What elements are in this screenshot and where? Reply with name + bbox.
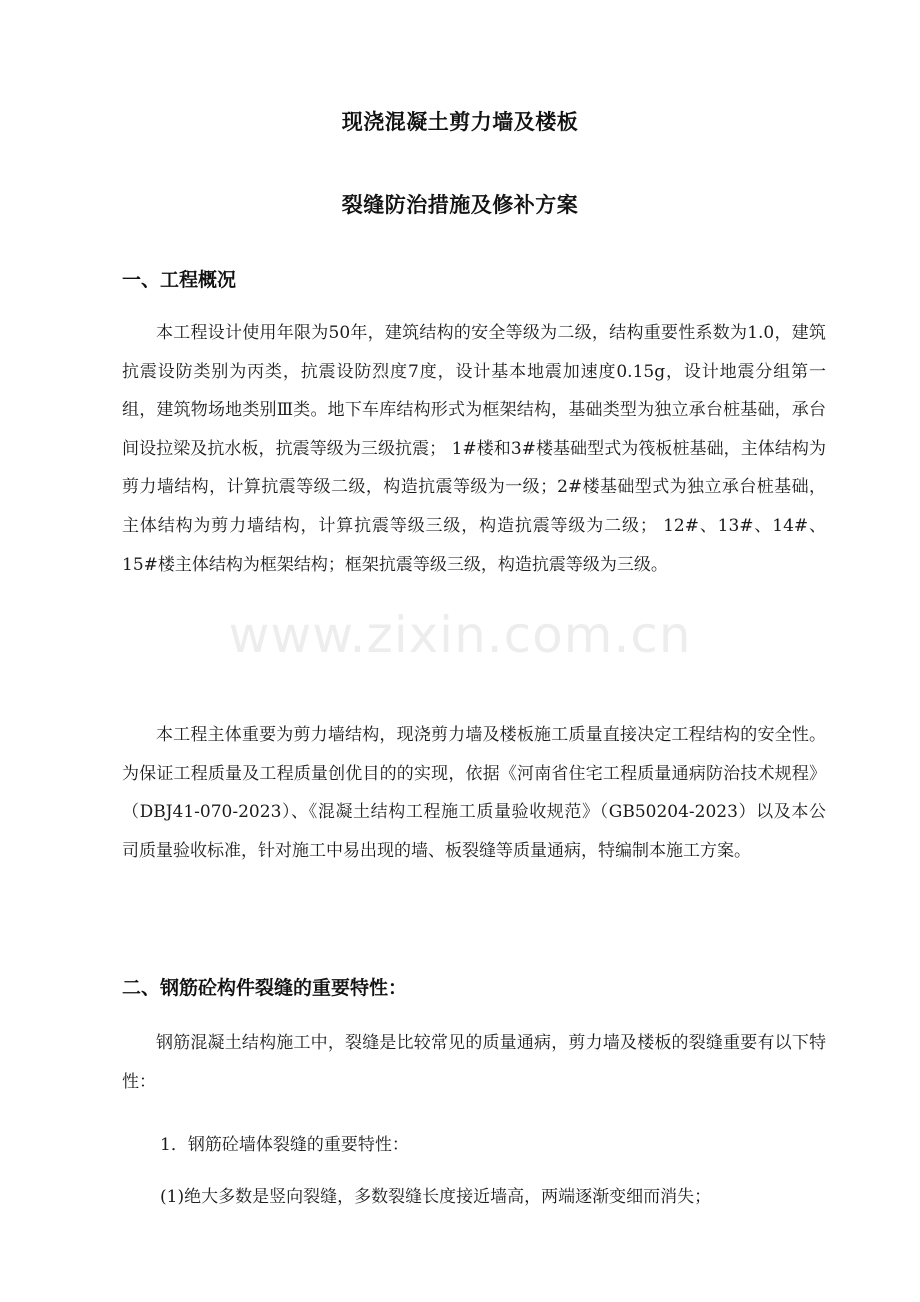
section-1-heading: 一、工程概况 [122, 269, 237, 291]
watermark: www.zixin.com.cn [228, 606, 692, 664]
document-title-line2: 裂缝防治措施及修补方案 [341, 193, 579, 217]
section-2-paragraph-1: 钢筋混凝土结构施工中，裂缝是比较常见的质量通病，剪力墙及楼板的裂缝重要有以下特性： [122, 1033, 826, 1092]
section-1-paragraph-2: 本工程主体重要为剪力墙结构，现浇剪力墙及楼板施工质量直接决定工程结构的安全性。为保证工程质量及工程质量创优目的的实现，依据《河南省住宅工程质量通病防治技术规程》（DBJ41-070-2023）、《混凝土结构工程施工质量验收规范》（GB50204-2023）以及本公司质量验收标准，针对施工中易出现的墙、板裂缝等质量通病，特编制本施工方案。 [122, 725, 826, 861]
section-2-item-1: 1．钢筋砼墙体裂缝的重要特性： [160, 1135, 409, 1155]
section-2-heading: 二、钢筋砼构件裂缝的重要特性： [122, 977, 408, 999]
section-2-item-1-sub-1: (1)绝大多数是竖向裂缝，多数裂缝长度接近墙高，两端逐渐变细而消失； [160, 1187, 712, 1207]
document-title-line1: 现浇混凝土剪力墙及楼板 [341, 110, 579, 134]
section-1-paragraph-1: 本工程设计使用年限为50年，建筑结构的安全等级为二级，结构重要性系数为1.0，建筑抗震设防类别为丙类，抗震设防烈度7度，设计基本地震加速度0.15g，设计地震分组第一组，建筑物场地类别Ⅲ类。地下车库结构形式为框架结构，基础类型为独立承台桩基础，承台间设拉梁及抗水板，抗震等级为三级抗震； 1#楼和3#楼基础型式为筏板桩基础，主体结构为剪力墙结构，计算抗震等级二级，构造抗震等级为一级；2#楼基础型式为独立承台桩基础，主体结构为剪力墙结构，计算抗震等级三级，构造抗震等级为二级； 12#、13#、14#、15#楼主体结构为框架结构；框架抗震等级三级，构造抗震等级为三级。 [122, 323, 826, 575]
